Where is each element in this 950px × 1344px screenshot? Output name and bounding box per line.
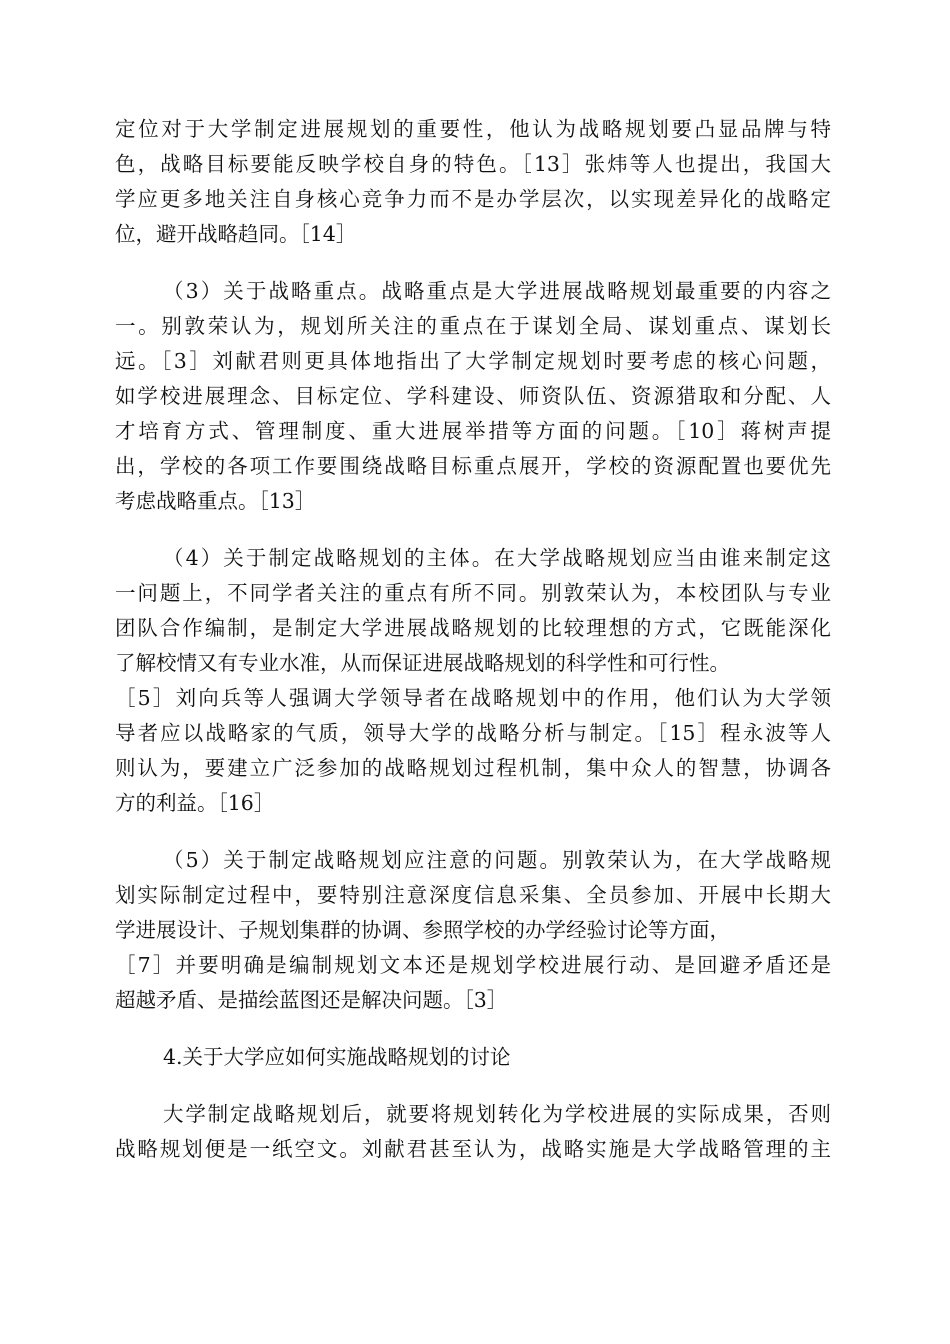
paragraph-positioning-continued <box>115 112 831 252</box>
paragraph-planning-subject <box>115 541 831 821</box>
text-line: 出，学校的各项工作要围绕战略目标重点展开，学校的资源配置也要优先 <box>115 454 831 478</box>
text-line: ［7］并要明确是编制规划文本还是规划学校进展行动、是回避矛盾还是 <box>115 953 831 977</box>
text-line: 位，避开战略趋同。［14］ <box>115 222 357 246</box>
section-heading-text: 4.关于大学应如何实施战略规划的讨论 <box>163 1045 511 1069</box>
text-line: 如学校进展理念、目标定位、学科建设、师资队伍、资源猎取和分配、人 <box>115 384 831 408</box>
text-line: 了解校情又有专业水准，从而保证进展战略规划的科学性和可行性。 <box>115 651 730 675</box>
text-line: 才培育方式、管理制度、重大进展举措等方面的问题。［10］蒋树声提 <box>115 419 831 443</box>
text-line: ［5］刘向兵等人强调大学领导者在战略规划中的作用，他们认为大学领 <box>115 686 831 710</box>
text-line: 考虑战略重点。［13］ <box>115 489 316 513</box>
text-line: 则认为，要建立广泛参加的战略规划过程机制，集中众人的智慧，协调各 <box>115 756 831 780</box>
text-line: （3）关于战略重点。战略重点是大学进展战略规划最重要的内容之 <box>163 279 831 303</box>
paragraph-implementation <box>115 1097 831 1167</box>
text-line: 学应更多地关注自身核心竞争力而不是办学层次，以实现差异化的战略定 <box>115 187 831 211</box>
text-line: 一。别敦荣认为，规划所关注的重点在于谋划全局、谋划重点、谋划长 <box>115 314 831 338</box>
paragraph-strategic-focus <box>115 274 831 519</box>
text-line: 大学制定战略规划后，就要将规划转化为学校进展的实际成果，否则 <box>163 1102 831 1126</box>
text-line: 战略规划便是一纸空文。刘献君甚至认为，战略实施是大学战略管理的主 <box>115 1137 831 1161</box>
text-line: （5）关于制定战略规划应注意的问题。别敦荣认为，在大学战略规 <box>163 848 831 872</box>
text-line: 方的利益。［16］ <box>115 791 275 815</box>
section-heading <box>115 1040 831 1075</box>
text-line: 定位对于大学制定进展规划的重要性，他认为战略规划要凸显品牌与特 <box>115 117 831 141</box>
text-line: 色，战略目标要能反映学校自身的特色。［13］张炜等人也提出，我国大 <box>115 152 831 176</box>
paragraph-planning-issues <box>115 843 831 1018</box>
text-line: 一问题上，不同学者关注的重点有所不同。别敦荣认为，本校团队与专业 <box>115 581 831 605</box>
text-line: （4）关于制定战略规划的主体。在大学战略规划应当由谁来制定这 <box>163 546 831 570</box>
text-line: 划实际制定过程中，要特别注意深度信息采集、全员参加、开展中长期大 <box>115 883 831 907</box>
document-page <box>115 112 831 1189</box>
text-line: 远。［3］刘献君则更具体地指出了大学制定规划时要考虑的核心问题， <box>115 349 831 373</box>
text-line: 导者应以战略家的气质，领导大学的战略分析与制定。［15］程永波等人 <box>115 721 831 745</box>
text-line: 学进展设计、子规划集群的协调、参照学校的办学经验讨论等方面， <box>115 918 730 942</box>
text-line: 团队合作编制，是制定大学进展战略规划的比较理想的方式，它既能深化 <box>115 616 831 640</box>
text-line: 超越矛盾、是描绘蓝图还是解决问题。［3］ <box>115 988 508 1012</box>
